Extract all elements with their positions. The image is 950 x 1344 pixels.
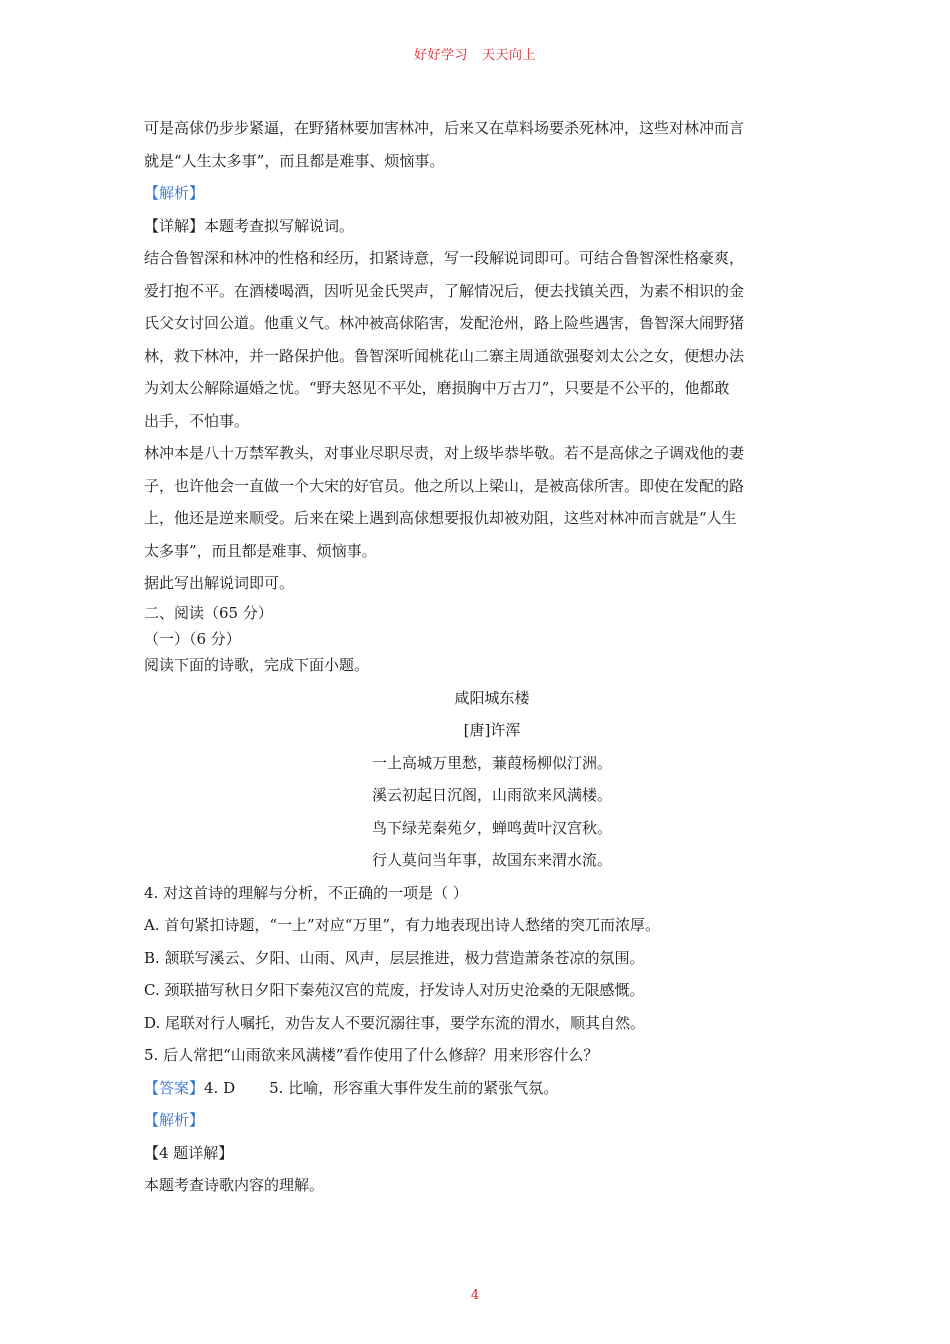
paragraph-line: 可是高俅仍步步紧逼，在野猪林要加害林冲，后来又在草料场要杀死林冲，这些对林冲而言	[144, 119, 745, 137]
subsection-heading: （一）（6 分）	[144, 629, 241, 648]
q4-detail-heading: 【4 题详解】	[144, 1143, 234, 1162]
paragraph-line: 上，他还是逆来顺受。后来在梁上遇到高俅想要报仇却被劝阻，这些对林冲而言就是“人生	[144, 509, 737, 527]
poem-line: 行人莫问当年事，故国东来渭水流。	[371, 851, 612, 869]
answer-label: 【答案】	[144, 1078, 205, 1097]
q4-detail-text: 本题考查诗歌内容的理解。	[144, 1176, 325, 1194]
paragraph-line: 子，也许他会一直做一个大宋的好官员。他之所以上梁山，是被高俅所害。即使在发配的路	[144, 476, 745, 495]
poem-line: 一上高城万里愁，蒹葭杨柳似汀洲。	[371, 753, 612, 772]
analysis-heading: 【解析】	[144, 1111, 205, 1129]
paragraph-line: 结合鲁智深和林冲的性格和经历，扣紧诗意，写一段解说词即可。可结合鲁智深性格豪爽，	[144, 249, 745, 267]
document-body	[144, 112, 812, 1202]
section-heading: 二、阅读（65 分）	[144, 603, 273, 622]
header-right-text: 天天向上	[482, 48, 537, 63]
poem-title: 咸阳城东楼	[454, 688, 530, 707]
question-5: 5. 后人常把“山雨欲来风满楼”看作使用了什么修辞？用来形容什么？	[144, 1046, 599, 1064]
option-b: B. 颔联写溪云、夕阳、山雨、风声，层层推进，极力营造萧条苍凉的氛围。	[144, 948, 645, 967]
paragraph-line: 林，救下林冲，并一路保护他。鲁智深听闻桃花山二寨主周通欲强娶刘太公之女，便想办法	[144, 346, 745, 365]
paragraph-line: 爱打抱不平。在酒楼喝酒，因听见金氏哭声，了解情况后，便去找镇关西，为素不相识的金	[144, 281, 745, 300]
option-c: C. 颈联描写秋日夕阳下秦苑汉宫的荒废，抒发诗人对历史沧桑的无限感慨。	[144, 981, 645, 999]
instruction-text: 阅读下面的诗歌，完成下面小题。	[144, 655, 370, 674]
option-a: A. 首句紧扣诗题，“一上”对应“万里”，有力地表现出诗人愁绪的突兀而浓厚。	[144, 916, 661, 934]
paragraph-line: 太多事”，而且都是难事、烦恼事。	[144, 541, 377, 560]
answer-4: 4. D	[204, 1078, 236, 1097]
answer-5: 5. 比喻，形容重大事件发生前的紧张气氛。	[269, 1078, 559, 1097]
header-left-text: 好好学习	[413, 48, 468, 63]
paragraph-line: 出手，不怕事。	[144, 411, 250, 430]
page-header	[0, 44, 950, 63]
poem-line: 鸟下绿芜秦苑夕，蝉鸣黄叶汉宫秋。	[371, 818, 612, 837]
answer-line	[144, 1072, 812, 1105]
paragraph-line: 为刘太公解除逼婚之忧。“野夫怒见不平处，磨损胸中万古刀”，只要是不公平的，他都敢	[144, 379, 730, 397]
poem-line: 溪云初起日沉阁，山雨欲来风满楼。	[371, 786, 612, 804]
paragraph-line: 氏父女讨回公道。他重义气。林冲被高俅陷害，发配沧州，路上险些遇害，鲁智深大闹野猪	[144, 314, 745, 332]
analysis-heading: 【解析】	[144, 184, 205, 202]
option-d: D. 尾联对行人嘱托，劝告友人不要沉溺往事，要学东流的渭水，顺其自然。	[144, 1013, 646, 1032]
question-4: 4. 对这首诗的理解与分析，不正确的一项是（ ）	[144, 883, 468, 902]
page-number: 4	[470, 1288, 480, 1303]
poem-author: [唐]许浑	[463, 721, 521, 739]
paragraph-line: 林冲本是八十万禁军教头，对事业尽职尽责，对上级毕恭毕敬。若不是高俅之子调戏他的妻	[144, 444, 745, 462]
paragraph-line: 据此写出解说词即可。	[144, 574, 295, 592]
paragraph-line: 就是“人生太多事”，而且都是难事、烦恼事。	[144, 151, 445, 170]
detail-heading: 【详解】本题考查拟写解说词。	[144, 216, 355, 235]
